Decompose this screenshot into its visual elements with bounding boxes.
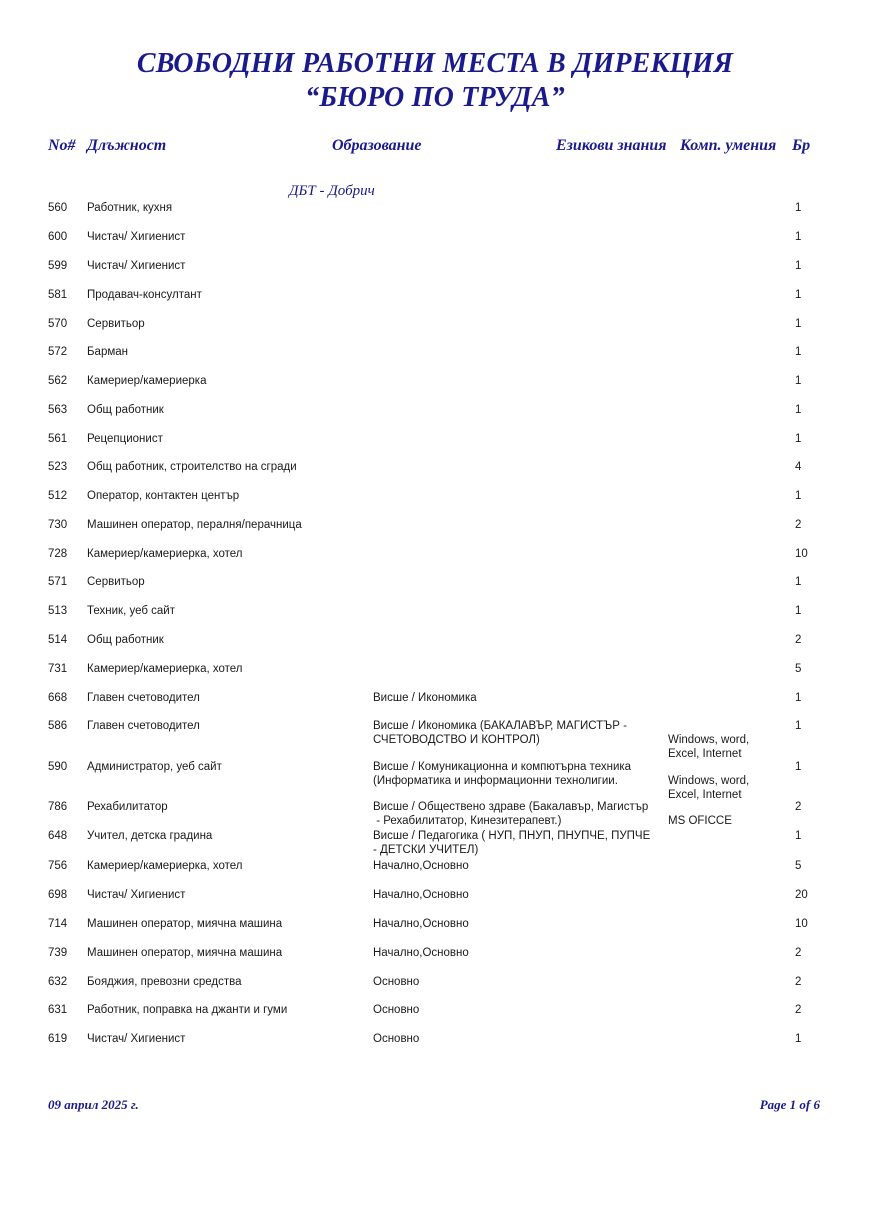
- row-number: 728: [48, 548, 68, 560]
- row-count: 1: [795, 605, 802, 617]
- row-count: 4: [795, 461, 802, 473]
- row-position: Общ работник: [87, 404, 164, 416]
- row-number: 563: [48, 404, 68, 416]
- row-count: 1: [795, 260, 802, 272]
- footer-page-number: Page 1 of 6: [759, 1097, 820, 1112]
- row-number: 562: [48, 375, 68, 387]
- row-education: Основно: [373, 976, 420, 988]
- row-position: Главен счетоводител: [87, 692, 200, 704]
- row-number: 560: [48, 202, 68, 214]
- row-count: 1: [795, 576, 802, 588]
- row-position: Учител, детска градина: [87, 830, 213, 842]
- row-count: 1: [795, 404, 802, 416]
- row-computer-skills: Windows, word, Excel, Internet: [668, 734, 750, 760]
- row-number: 631: [48, 1004, 68, 1016]
- row-education: Основно: [373, 1004, 420, 1016]
- row-position: Чистач/ Хигиенист: [87, 231, 186, 243]
- document-title-line2: “БЮРО ПО ТРУДА”: [305, 82, 565, 113]
- row-position: Камериер/камериерка, хотел: [87, 663, 243, 675]
- row-number: 739: [48, 947, 68, 959]
- row-education: Начално,Основно: [373, 947, 469, 959]
- column-header-computer-skills: Комп. умения: [680, 137, 777, 154]
- row-education: Висше / Комуникационна и компютърна техника (Информатика и информационни технолигии.: [373, 761, 632, 787]
- row-count: 1: [795, 830, 802, 842]
- row-position: Техник, уеб сайт: [87, 605, 175, 617]
- row-position: Сервитьор: [87, 576, 145, 588]
- row-number: 730: [48, 519, 68, 531]
- row-count: 2: [795, 947, 802, 959]
- row-education: Висше / Обществено здраве (Бакалавър, Магистър - Рехабилитатор, Кинезитерапевт.): [373, 801, 649, 827]
- row-computer-skills: MS OFICCE: [668, 815, 732, 827]
- row-number: 619: [48, 1033, 68, 1045]
- row-position: Камериер/камериерка, хотел: [87, 548, 243, 560]
- row-count: 2: [795, 519, 802, 531]
- row-position: Работник, поправка на джанти и гуми: [87, 1004, 288, 1016]
- row-count: 1: [795, 346, 802, 358]
- row-number: 731: [48, 663, 68, 675]
- section-title: ДБТ - Добрич: [289, 183, 375, 199]
- row-position: Общ работник: [87, 634, 164, 646]
- row-count: 1: [795, 318, 802, 330]
- row-count: 1: [795, 375, 802, 387]
- row-number: 586: [48, 720, 68, 732]
- row-number: 513: [48, 605, 68, 617]
- row-count: 1: [795, 720, 802, 732]
- footer-date: 09 април 2025 г.: [48, 1097, 139, 1112]
- row-position: Бояджия, превозни средства: [87, 976, 242, 988]
- row-number: 600: [48, 231, 68, 243]
- row-number: 698: [48, 889, 68, 901]
- row-position: Оператор, контактен център: [87, 490, 240, 502]
- row-position: Рецепционист: [87, 433, 163, 445]
- row-number: 648: [48, 830, 68, 842]
- row-number: 570: [48, 318, 68, 330]
- row-position: Машинен оператор, миячна машина: [87, 918, 283, 930]
- row-position: Работник, кухня: [87, 202, 173, 214]
- column-header-position: Длъжност: [87, 137, 167, 154]
- row-position: Главен счетоводител: [87, 720, 200, 732]
- row-education: Начално,Основно: [373, 860, 469, 872]
- row-number: 756: [48, 860, 68, 872]
- row-position: Камериер/камериерка: [87, 375, 207, 387]
- row-number: 512: [48, 490, 68, 502]
- row-education: Висше / Икономика (БАКАЛАВЪР, МАГИСТЪР - СЧЕТОВОДСТВО И КОНТРОЛ): [373, 720, 627, 746]
- row-count: 2: [795, 634, 802, 646]
- column-header-count: Бр: [792, 137, 811, 154]
- row-education: Начално,Основно: [373, 918, 469, 930]
- row-position: Общ работник, строителство на сгради: [87, 461, 297, 473]
- document-title-line1: СВОБОДНИ РАБОТНИ МЕСТА В ДИРЕКЦИЯ: [136, 48, 734, 79]
- row-number: 514: [48, 634, 68, 646]
- row-count: 5: [795, 663, 802, 675]
- row-position: Администратор, уеб сайт: [87, 761, 222, 773]
- row-number: 571: [48, 576, 68, 588]
- row-count: 2: [795, 1004, 802, 1016]
- row-position: Барман: [87, 346, 128, 358]
- row-number: 714: [48, 918, 68, 930]
- row-position: Камериер/камериерка, хотел: [87, 860, 243, 872]
- row-count: 1: [795, 692, 802, 704]
- row-education: Висше / Педагогика ( НУП, ПНУП, ПНУПЧЕ, ПУПЧЕ - ДЕТСКИ УЧИТЕЛ): [373, 830, 651, 856]
- column-header-languages: Езикови знания: [556, 137, 667, 154]
- row-number: 668: [48, 692, 68, 704]
- row-count: 10: [795, 918, 808, 930]
- row-count: 1: [795, 289, 802, 301]
- row-count: 1: [795, 761, 802, 773]
- column-header-education: Образование: [332, 137, 422, 154]
- row-position: Чистач/ Хигиенист: [87, 260, 186, 272]
- row-position: Чистач/ Хигиенист: [87, 889, 186, 901]
- row-count: 2: [795, 801, 802, 813]
- row-position: Сервитьор: [87, 318, 145, 330]
- row-number: 561: [48, 433, 68, 445]
- row-position: Рехабилитатор: [87, 801, 168, 813]
- column-header-no: No#: [48, 137, 76, 154]
- row-position: Чистач/ Хигиенист: [87, 1033, 186, 1045]
- row-number: 786: [48, 801, 68, 813]
- row-number: 632: [48, 976, 68, 988]
- row-education: Основно: [373, 1033, 420, 1045]
- row-position: Продавач-консултант: [87, 289, 202, 301]
- row-count: 10: [795, 548, 808, 560]
- row-number: 599: [48, 260, 68, 272]
- row-number: 590: [48, 761, 68, 773]
- row-computer-skills: Windows, word, Excel, Internet: [668, 775, 750, 801]
- row-count: 5: [795, 860, 802, 872]
- row-education: Начално,Основно: [373, 889, 469, 901]
- row-number: 523: [48, 461, 68, 473]
- row-count: 1: [795, 202, 802, 214]
- row-education: Висше / Икономика: [373, 692, 477, 704]
- row-count: 1: [795, 231, 802, 243]
- row-number: 572: [48, 346, 68, 358]
- row-position: Машинен оператор, пералня/перачница: [87, 519, 302, 531]
- row-number: 581: [48, 289, 68, 301]
- row-count: 1: [795, 1033, 802, 1045]
- row-count: 20: [795, 889, 808, 901]
- row-count: 2: [795, 976, 802, 988]
- row-count: 1: [795, 490, 802, 502]
- row-position: Машинен оператор, миячна машина: [87, 947, 283, 959]
- row-count: 1: [795, 433, 802, 445]
